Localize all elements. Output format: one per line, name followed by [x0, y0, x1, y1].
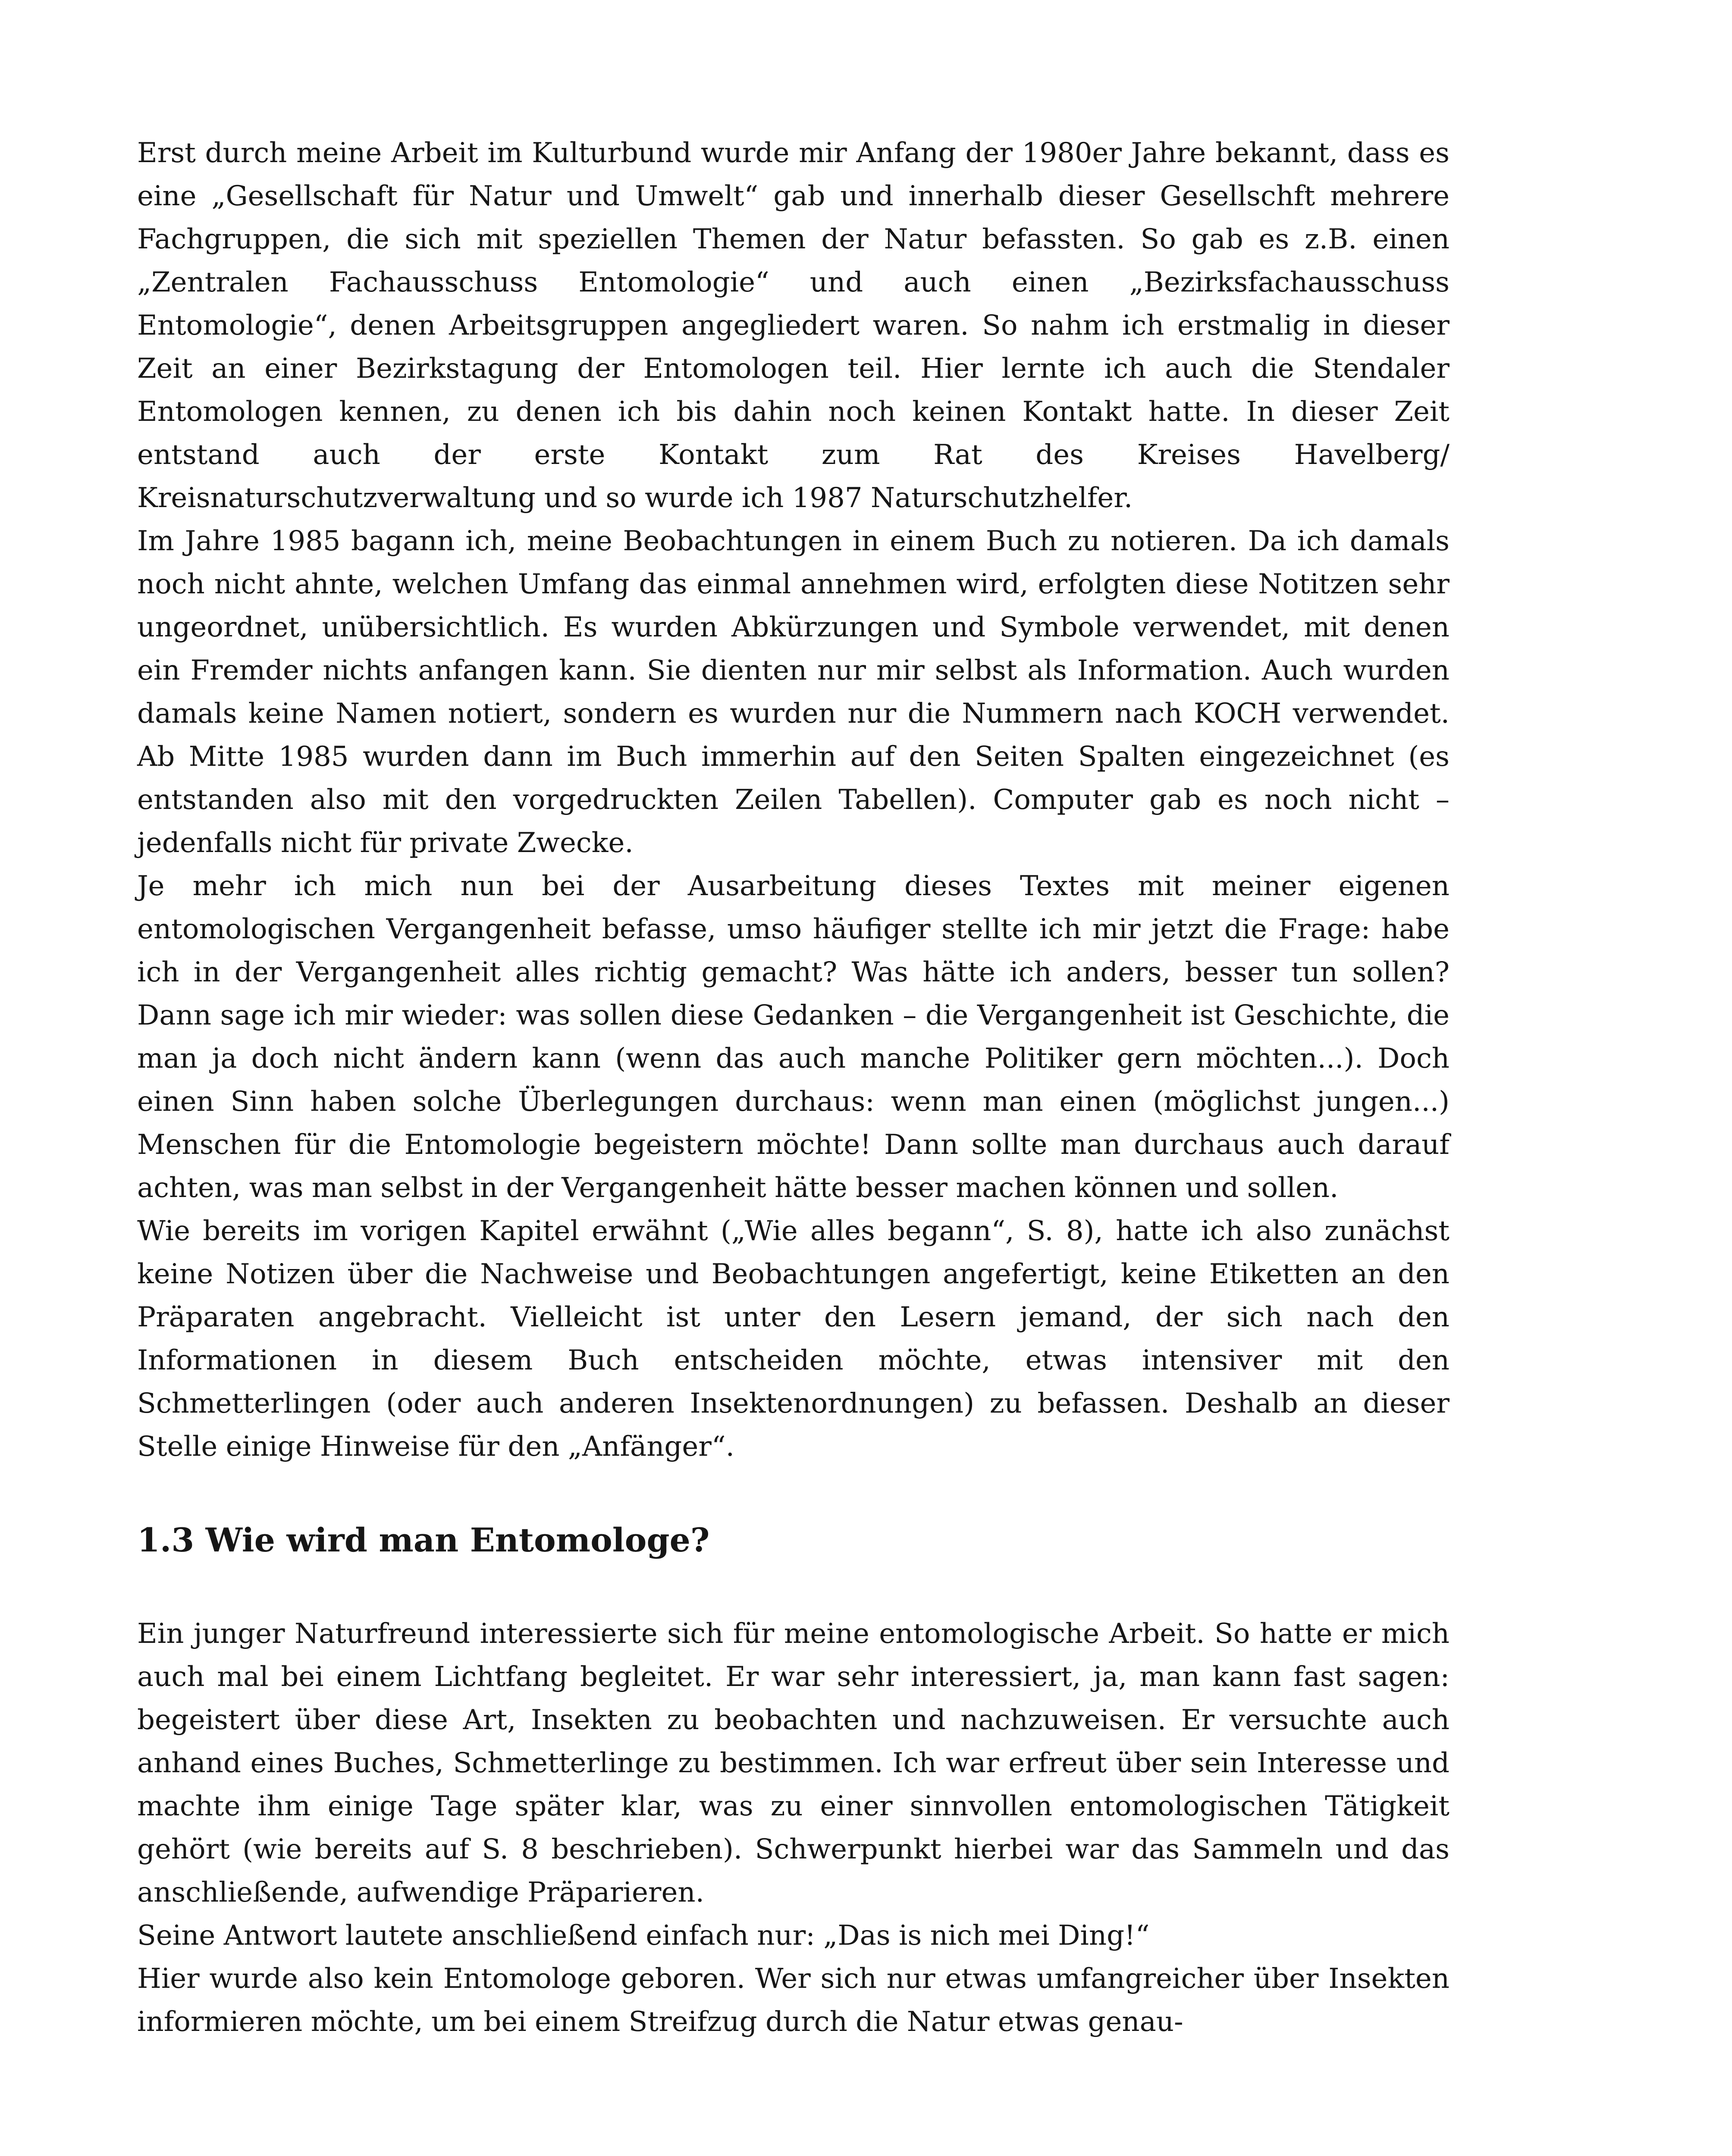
paragraph-kulturbund: Erst durch meine Arbeit im Kulturbund wurde mir Anfang der 1980er Jahre bekannt, dass es eine „Gesellschaft für Natur und Umwelt“ gab und innerhalb dieser Gesellschft mehrere Fachgruppen, die sich mit speziellen Themen der Natur befassten. So gab es z.B. einen „Zentralen Fachausschuss Entomologie“ und auch einen „Bezirksfachausschuss Entomologie“, denen Arbeitsgruppen angegliedert waren. So nahm ich erstmalig in dieser Zeit an einer Bezirkstagung der Entomologen teil. Hier lernte ich auch die Stendaler Entomologen kennen, zu denen ich bis dahin noch keinen Kontakt hatte. In dieser Zeit entstand auch der erste Kontakt zum Rat des Kreises Havelberg/ Kreisnaturschutzverwaltung und so wurde ich 1987 Naturschutzhelfer.	[137, 137, 1450, 514]
page-body	[137, 132, 1450, 2043]
section-heading: 1.3 Wie wird man Entomologe?	[137, 1521, 710, 1559]
paragraph-vergangenheit: Je mehr ich mich nun bei der Ausarbeitung dieses Textes mit meiner eigenen entomologischen Vergangenheit befasse, umso häufiger stellte ich mir jetzt die Frage: habe ich in der Vergangenheit alles richtig gemacht? Was hätte ich anders, besser tun sollen? Dann sage ich mir wieder: was sollen diese Gedanken – die Vergangenheit ist Geschichte, die man ja doch nicht ändern kann (wenn das auch manche Politiker gern möchten...). Doch einen Sinn haben solche Überlegungen durchaus: wenn man einen (möglichst jungen...) Menschen für die Entomologie begeistern möchte! Dann sollte man durchaus auch darauf achten, was man selbst in der Vergangenheit hätte besser machen können und sollen.	[137, 870, 1450, 1204]
paragraph-beobachtungen: Im Jahre 1985 bagann ich, meine Beobachtungen in einem Buch zu notieren. Da ich damals noch nicht ahnte, welchen Umfang das einmal annehmen wird, erfolgten diese Notitzen sehr ungeordnet, unübersichtlich. Es wurden Abkürzungen und Symbole verwendet, mit denen ein Fremder nichts anfangen kann. Sie dienten nur mir selbst als Information. Auch wurden damals keine Namen notiert, sondern es wurden nur die Nummern nach KOCH verwendet. Ab Mitte 1985 wurden dann im Buch immerhin auf den Seiten Spalten eingezeichnet (es entstanden also mit den vorgedruckten Zeilen Tabellen). Computer gab es noch nicht – jedenfalls nicht für private Zwecke.	[137, 525, 1450, 859]
paragraph-naturfreund: Ein junger Naturfreund interessierte sich für meine entomologische Arbeit. So hatte er mich auch mal bei einem Lichtfang begleitet. Er war sehr interessiert, ja, man kann fast sagen: begeistert über diese Art, Insekten zu beobachten und nachzuweisen. Er versuchte auch anhand eines Buches, Schmetterlinge zu bestimmen. Ich war erfreut über sein Interesse und machte ihm einige Tage später klar, was zu einer sinnvollen entomologischen Tätigkeit gehört (wie bereits auf S. 8 beschrieben). Schwerpunkt hierbei war das Sammeln und das anschließende, aufwendige Präparieren.	[137, 1618, 1450, 1908]
paragraph-hinweise: Wie bereits im vorigen Kapitel erwähnt („Wie alles begann“, S. 8), hatte ich also zunächst keine Notizen über die Nachweise und Beobachtungen angefertigt, keine Etiketten an den Präparaten angebracht. Vielleicht ist unter den Lesern jemand, der sich nach den Informationen in diesem Buch entscheiden möchte, etwas intensiver mit den Schmetterlingen (oder auch anderen Insektenordnungen) zu befassen. Deshalb an dieser Stelle einige Hinweise für den „Anfänger“.	[137, 1215, 1450, 1463]
paragraph-kein-entomologe: Hier wurde also kein Entomologe geboren. Wer sich nur etwas umfangreicher über Insekten informieren möchte, um bei einem Streifzug durch die Natur etwas genau-	[137, 1963, 1450, 2038]
paragraph-antwort: Seine Antwort lautete anschließend einfach nur: „Das is nich mei Ding!“	[137, 1920, 1150, 1952]
